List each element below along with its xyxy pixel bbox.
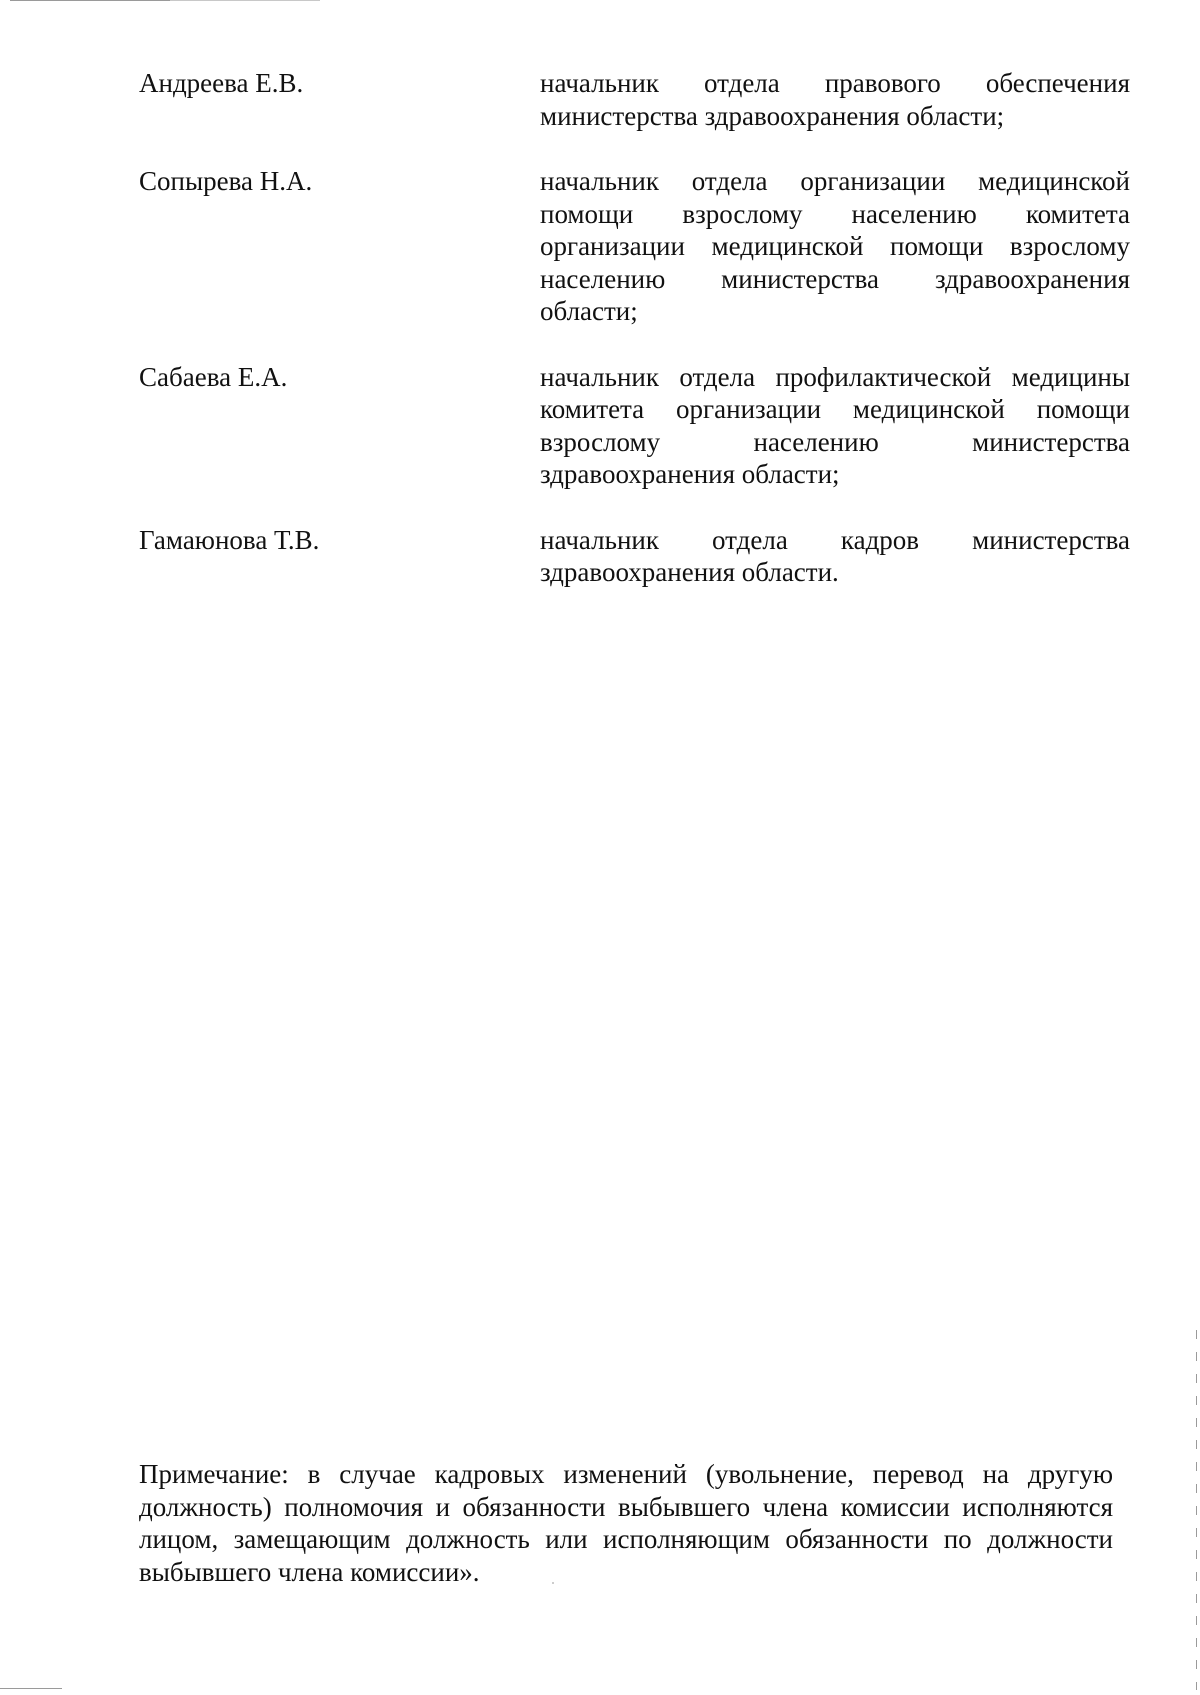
member-position: начальник отдела кадров министерства здравоохранения области. [540, 524, 1130, 587]
member-position: начальник отдела организации медицинской помощи взрослому населению комитета организации медицинской помощи взрослому населению министерства здравоохранения области; [540, 166, 1130, 326]
scan-edge-right [1196, 1330, 1197, 1690]
member-row [139, 524, 1130, 589]
member-name: Сопырева Н.А. [139, 166, 313, 196]
member-name: Сабаева Е.А. [139, 361, 288, 392]
member-row [139, 67, 1130, 132]
member-name: Гамаюнова Т.В. [139, 524, 320, 555]
member-position: начальник отдела профилактической медицины комитета организации медицинской помощи взрослому населению министерства здравоохранения области; [540, 361, 1130, 489]
member-row [139, 361, 1130, 491]
member-row [139, 165, 1130, 328]
scan-edge-top-left [10, 0, 170, 1]
member-name: Андреева Е.В. [139, 68, 304, 98]
commission-members-list [139, 67, 1130, 622]
scan-edge-bottom-left [0, 1688, 62, 1689]
member-position: начальник отдела правового обеспечения министерства здравоохранения области; [540, 68, 1130, 131]
scan-edge-top-right [170, 0, 320, 1]
note-paragraph: Примечание: в случае кадровых изменений (увольнение, перевод на другую должность) полномочия и обязанности выбывшего члена комиссии исполняются лицом, замещающим должность или исполняющим обязанности по должности выбывшего члена комиссии». [139, 1459, 1113, 1587]
